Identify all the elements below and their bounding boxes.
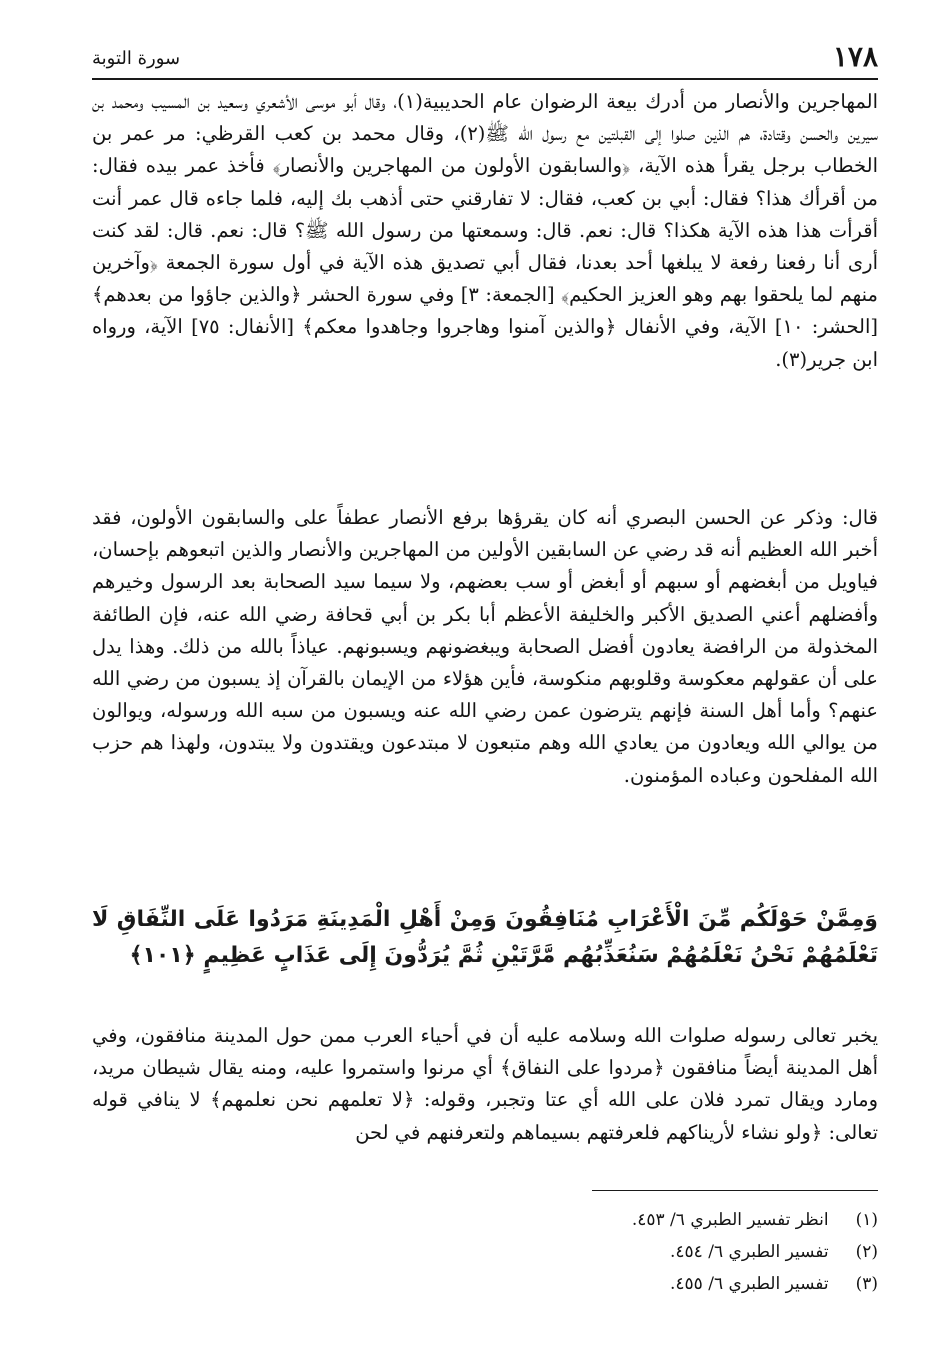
paragraph-1-text: المهاجرين والأنصار من أدرك بيعة الرضوان عام الحديبية(١)، وقال أبو موسى الأشعري وسعيد بن المسيب ومحمد بن سيرين والحسن وقتادة، هم الذين صلوا إلى القبلتين مع رسول الله ﷺ(٢)، وقال محمد بن كعب القرظي: مر عمر بن الخطاب برجل يقرأ هذه الآية، ﴿والسابقون الأولون من المهاجرين والأنصار﴾ فأخذ عمر بيده فقال: من أقرأك هذا؟ فقال: أبي بن كعب، فقال: لا تفارقني حتى أذهب بك إليه، فلما جاءه قال عمر أنت أقرأت هذا هذه الآية هكذا؟ قال: نعم. قال: وسمعتها من رسول الله ﷺ؟ قال: نعم. قال: لقد كنت أرى أنا رفعنا رفعة لا يبلغها أحد بعدنا، فقال أبي تصديق هذه الآية في أول سورة الجمعة ﴿وآخرين منهم لما يلحقوا بهم وهو العزيز الحكيم﴾ [الجمعة: ٣] وفي سورة الحشر ﴿والذين جاؤوا من بعدهم﴾ [الحشر: ١٠] الآية، وفي الأنفال ﴿والذين آمنوا وهاجروا وجاهدوا معكم﴾ [الأنفال: ٧٥] الآية، ورواه ابن جرير(٣).	[92, 90, 878, 371]
footnote-number: (٣)	[855, 1274, 878, 1294]
footnote-3	[92, 1268, 878, 1300]
paragraph-2	[92, 502, 878, 792]
footnote-1	[92, 1204, 878, 1236]
paragraph-3-text: يخبر تعالى رسوله صلوات الله وسلامه عليه أن في أحياء العرب ممن حول المدينة منافقون، وفي أهل المدينة أيضاً منافقون ﴿مردوا على النفاق﴾ أي مرنوا واستمروا عليه، ومنه يقال شيطان مريد، ومارد ويقال تمرد فلان على الله أي عتا وتجبر، وقوله: ﴿لا تعلمهم نحن نعلمهم﴾ لا ينافي قوله تعالى: ﴿ولو نشاء لأريناكهم فلعرفتهم بسيماهم ولتعرفنهم في لحن	[92, 1024, 878, 1144]
surah-name: سورة التوبة	[92, 48, 181, 69]
page-header	[92, 40, 878, 74]
footnote-text: انظر تفسير الطبري ٦/ ٤٥٣.	[631, 1210, 829, 1230]
paragraph-1	[92, 86, 878, 376]
footnote-number: (٢)	[855, 1242, 878, 1262]
footnote-rule	[592, 1190, 878, 1191]
quran-verse: وَمِمَّنْ حَوْلَكُم مِّنَ الْأَعْرَابِ مُنَافِقُونَ وَمِنْ أَهْلِ الْمَدِينَةِ مَرَدُوا عَلَى النِّفَاقِ لَا تَعْلَمُهُمْ نَحْنُ نَعْلَمُهُمْ سَنُعَذِّبُهُم مَّرَّتَيْنِ ثُمَّ يُرَدُّونَ إِلَى عَذَابٍ عَظِيمٍ ﴿١٠١﴾	[92, 907, 878, 968]
footnote-2	[92, 1236, 878, 1268]
paragraph-2-text: قال: وذكر عن الحسن البصري أنه كان يقرؤها برفع الأنصار عطفاً على والسابقون الأولون، فقد أخبر الله العظيم أنه قد رضي عن السابقين الأولين من المهاجرين والأنصار والذين اتبعوهم بإحسان، فياويل من أبغضهم أو سبهم أو أبغض أو سب بعضهم، ولا سيما سيد الصحابة بعد الرسول وخيرهم وأفضلهم أعني الصديق الأكبر والخليفة الأعظم أبا بكر بن أبي قحافة رضي الله عنه، فإن الطائفة المخذولة من الرافضة يعادون أفضل الصحابة ويبغضونهم ويسبونهم. عياذاً بالله من ذلك. وهذا يدل على أن عقولهم معكوسة وقلوبهم منكوسة، فأين هؤلاء من الإيمان بالقرآن إذ يسبون من رضي الله عنهم؟ وأما أهل السنة فإنهم يترضون عمن رضي الله عنه ويسبون من سبه الله ورسوله، ويوالون من يوالي الله ويعادون من يعادي الله وهم متبعون لا مبتدعون ويقتدون ولا يبتدون، ولهذا هم حزب الله المفلحون وعباده المؤمنون.	[92, 506, 878, 787]
footnote-number: (١)	[855, 1210, 878, 1230]
header-rule	[92, 78, 878, 80]
footnotes	[92, 1204, 878, 1300]
paragraph-3	[92, 1020, 878, 1149]
footnote-text: تفسير الطبري ٦/ ٤٥٤.	[670, 1242, 829, 1262]
page-number: ١٧٨	[832, 40, 878, 73]
footnote-text: تفسير الطبري ٦/ ٤٥٥.	[670, 1274, 829, 1294]
